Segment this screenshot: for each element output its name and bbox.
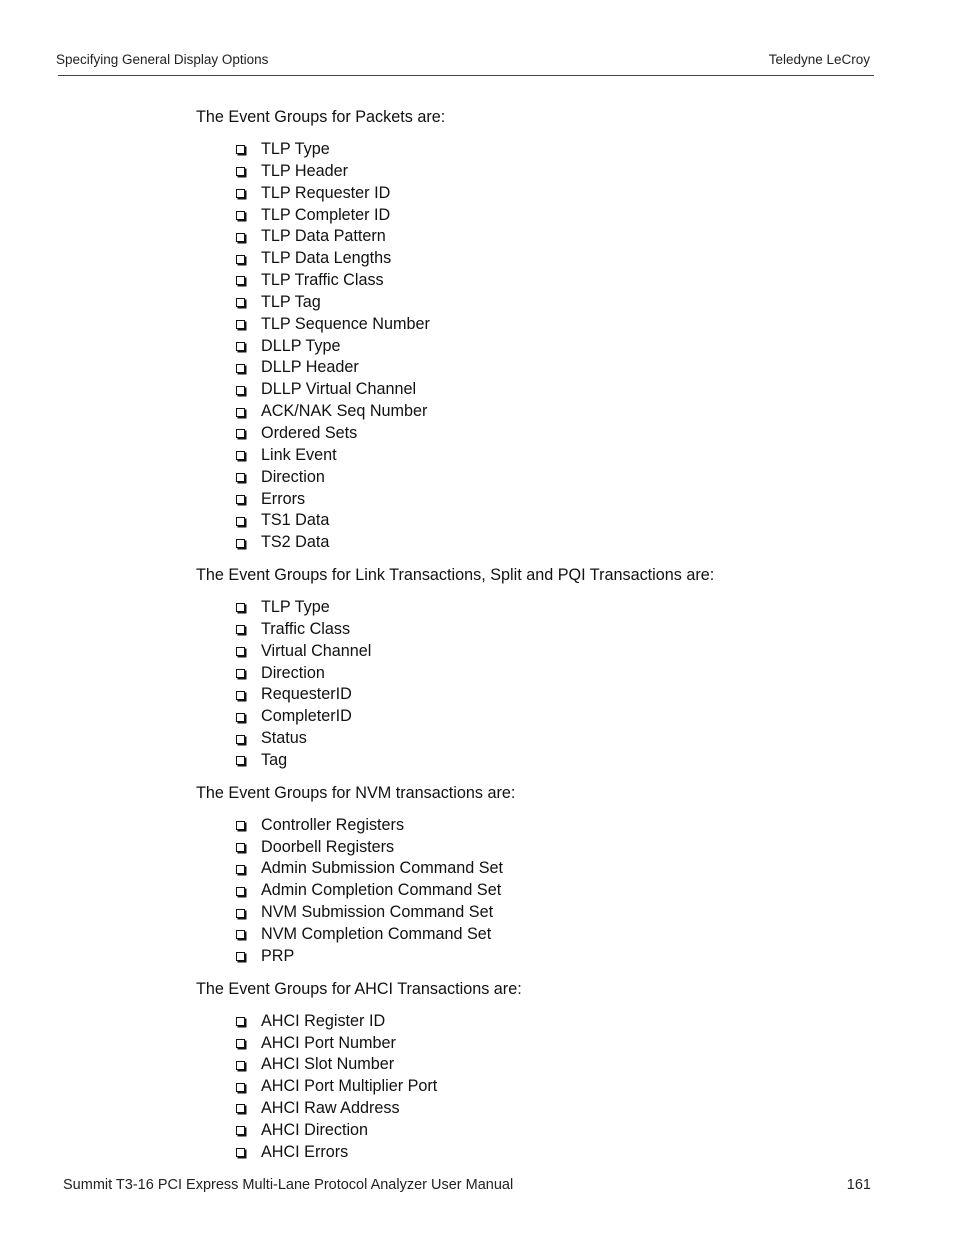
- list-item-label: AHCI Raw Address: [261, 1099, 400, 1118]
- list-item: [236, 728, 856, 750]
- list-item-label: Doorbell Registers: [261, 837, 395, 856]
- checkbox-bullet-icon: [236, 211, 245, 220]
- list-item: [236, 401, 856, 423]
- checkbox-bullet-icon: [236, 887, 245, 896]
- event-group-list: [196, 139, 856, 554]
- list-item: [236, 597, 856, 619]
- checkbox-bullet-icon: [236, 843, 245, 852]
- checkbox-bullet-icon: [236, 320, 245, 329]
- list-item-label: Ordered Sets: [261, 423, 358, 442]
- checkbox-bullet-icon: [236, 298, 245, 307]
- list-item-label: TLP Type: [261, 140, 330, 158]
- list-item-label: Direction: [261, 663, 325, 682]
- checkbox-bullet-icon: [236, 189, 245, 198]
- list-item-label: PRP: [261, 946, 295, 965]
- list-item-label: TLP Data Pattern: [261, 227, 386, 246]
- list-item-label: Direction: [261, 467, 325, 486]
- checkbox-bullet-icon: [236, 386, 245, 395]
- list-item: [236, 489, 856, 511]
- list-item-label: Admin Completion Command Set: [261, 881, 502, 900]
- checkbox-bullet-icon: [236, 713, 245, 722]
- list-item: [236, 924, 856, 946]
- checkbox-bullet-icon: [236, 625, 245, 634]
- list-item: [236, 183, 856, 205]
- list-item-label: TLP Data Lengths: [261, 249, 392, 268]
- list-item: [236, 205, 856, 227]
- checkbox-bullet-icon: [236, 342, 245, 351]
- list-item: [236, 837, 856, 859]
- checkbox-bullet-icon: [236, 735, 245, 744]
- list-item: [236, 1098, 856, 1120]
- section-packets: [196, 106, 856, 554]
- checkbox-bullet-icon: [236, 952, 245, 961]
- list-item-label: Controller Registers: [261, 815, 405, 834]
- checkbox-bullet-icon: [236, 865, 245, 874]
- page-body: [196, 106, 856, 1174]
- list-item: [236, 510, 856, 532]
- list-item: [236, 270, 856, 292]
- checkbox-bullet-icon: [236, 517, 245, 526]
- list-item: [236, 314, 856, 336]
- checkbox-bullet-icon: [236, 930, 245, 939]
- section-ahci-transactions: [196, 978, 856, 1164]
- list-item: [236, 750, 856, 772]
- list-item-label: AHCI Port Multiplier Port: [261, 1077, 438, 1096]
- list-item: [236, 946, 856, 968]
- list-item: [236, 1142, 856, 1164]
- checkbox-bullet-icon: [236, 473, 245, 482]
- checkbox-bullet-icon: [236, 1083, 245, 1092]
- list-item-label: TS1 Data: [261, 511, 330, 530]
- list-item: [236, 1011, 856, 1033]
- list-item: [236, 902, 856, 924]
- list-item-label: NVM Completion Command Set: [261, 925, 492, 943]
- checkbox-bullet-icon: [236, 233, 245, 242]
- section-intro: The Event Groups for NVM transactions are:: [196, 783, 516, 802]
- list-item: [236, 1054, 856, 1076]
- section-nvm-transactions: [196, 782, 856, 968]
- list-item: [236, 880, 856, 902]
- checkbox-bullet-icon: [236, 276, 245, 285]
- checkbox-bullet-icon: [236, 1039, 245, 1048]
- section-intro: The Event Groups for Packets are:: [196, 108, 446, 126]
- list-item-label: TLP Type: [261, 598, 330, 617]
- list-item-label: NVM Submission Command Set: [261, 903, 494, 922]
- list-item-label: TLP Header: [261, 161, 348, 180]
- header-divider: [58, 75, 874, 76]
- checkbox-bullet-icon: [236, 756, 245, 765]
- list-item: [236, 1076, 856, 1098]
- list-item-label: DLLP Virtual Channel: [261, 380, 417, 399]
- list-item: [236, 357, 856, 379]
- list-item-label: AHCI Register ID: [261, 1011, 386, 1030]
- list-item: [236, 423, 856, 445]
- list-item-label: Status: [261, 729, 307, 748]
- list-item-label: AHCI Direction: [261, 1120, 369, 1139]
- checkbox-bullet-icon: [236, 255, 245, 264]
- checkbox-bullet-icon: [236, 167, 245, 176]
- section-intro: The Event Groups for Link Transactions, Split and PQI Transactions are:: [196, 566, 715, 585]
- checkbox-bullet-icon: [236, 1126, 245, 1135]
- list-item: [236, 139, 856, 161]
- event-group-list: [196, 1011, 856, 1164]
- list-item-label: TLP Completer ID: [261, 205, 391, 224]
- list-item-label: TLP Tag: [261, 292, 321, 311]
- list-item-label: Link Event: [261, 445, 337, 464]
- section-intro: The Event Groups for AHCI Transactions are:: [196, 979, 522, 998]
- list-item-label: Virtual Channel: [261, 641, 372, 660]
- checkbox-bullet-icon: [236, 1104, 245, 1113]
- list-item-label: Traffic Class: [261, 619, 351, 638]
- list-item: [236, 532, 856, 554]
- checkbox-bullet-icon: [236, 429, 245, 438]
- list-item-label: DLLP Type: [261, 336, 341, 355]
- checkbox-bullet-icon: [236, 408, 245, 417]
- list-item-label: AHCI Port Number: [261, 1033, 396, 1052]
- list-item-label: ACK/NAK Seq Number: [261, 402, 428, 421]
- list-item: [236, 1033, 856, 1055]
- checkbox-bullet-icon: [236, 909, 245, 918]
- list-item-label: DLLP Header: [261, 358, 359, 377]
- list-item: [236, 445, 856, 467]
- list-item: [236, 336, 856, 358]
- list-item: [236, 226, 856, 248]
- list-item: [236, 161, 856, 183]
- checkbox-bullet-icon: [236, 821, 245, 830]
- list-item-label: TLP Requester ID: [261, 183, 391, 202]
- checkbox-bullet-icon: [236, 669, 245, 678]
- checkbox-bullet-icon: [236, 691, 245, 700]
- checkbox-bullet-icon: [236, 495, 245, 504]
- event-group-list: [196, 597, 856, 772]
- list-item: [236, 248, 856, 270]
- list-item: [236, 467, 856, 489]
- event-group-list: [196, 815, 856, 968]
- list-item: [236, 1120, 856, 1142]
- list-item: [236, 641, 856, 663]
- list-item-label: TLP Traffic Class: [261, 271, 384, 290]
- checkbox-bullet-icon: [236, 451, 245, 460]
- list-item: [236, 292, 856, 314]
- list-item-label: Tag: [261, 750, 288, 769]
- list-item: [236, 663, 856, 685]
- list-item: [236, 815, 856, 837]
- checkbox-bullet-icon: [236, 364, 245, 373]
- list-item-label: Errors: [261, 489, 306, 508]
- section-link-transactions: [196, 564, 856, 772]
- checkbox-bullet-icon: [236, 145, 245, 154]
- list-item-label: AHCI Slot Number: [261, 1055, 395, 1074]
- list-item: [236, 379, 856, 401]
- list-item-label: TS2 Data: [261, 533, 330, 552]
- header-section-title: Specifying General Display Options: [56, 52, 269, 67]
- list-item-label: CompleterID: [261, 707, 352, 726]
- checkbox-bullet-icon: [236, 603, 245, 612]
- list-item: [236, 858, 856, 880]
- footer-manual-title: Summit T3-16 PCI Express Multi-Lane Protocol Analyzer User Manual: [63, 1177, 514, 1193]
- list-item: [236, 684, 856, 706]
- checkbox-bullet-icon: [236, 1017, 245, 1026]
- list-item: [236, 619, 856, 641]
- checkbox-bullet-icon: [236, 539, 245, 548]
- page-number: 161: [846, 1177, 871, 1193]
- list-item-label: TLP Sequence Number: [261, 314, 430, 333]
- header-company: Teledyne LeCroy: [768, 52, 870, 67]
- list-item-label: Admin Submission Command Set: [261, 859, 504, 878]
- checkbox-bullet-icon: [236, 1061, 245, 1070]
- checkbox-bullet-icon: [236, 1148, 245, 1157]
- list-item-label: AHCI Errors: [261, 1142, 349, 1161]
- checkbox-bullet-icon: [236, 647, 245, 656]
- list-item-label: RequesterID: [261, 685, 352, 704]
- list-item: [236, 706, 856, 728]
